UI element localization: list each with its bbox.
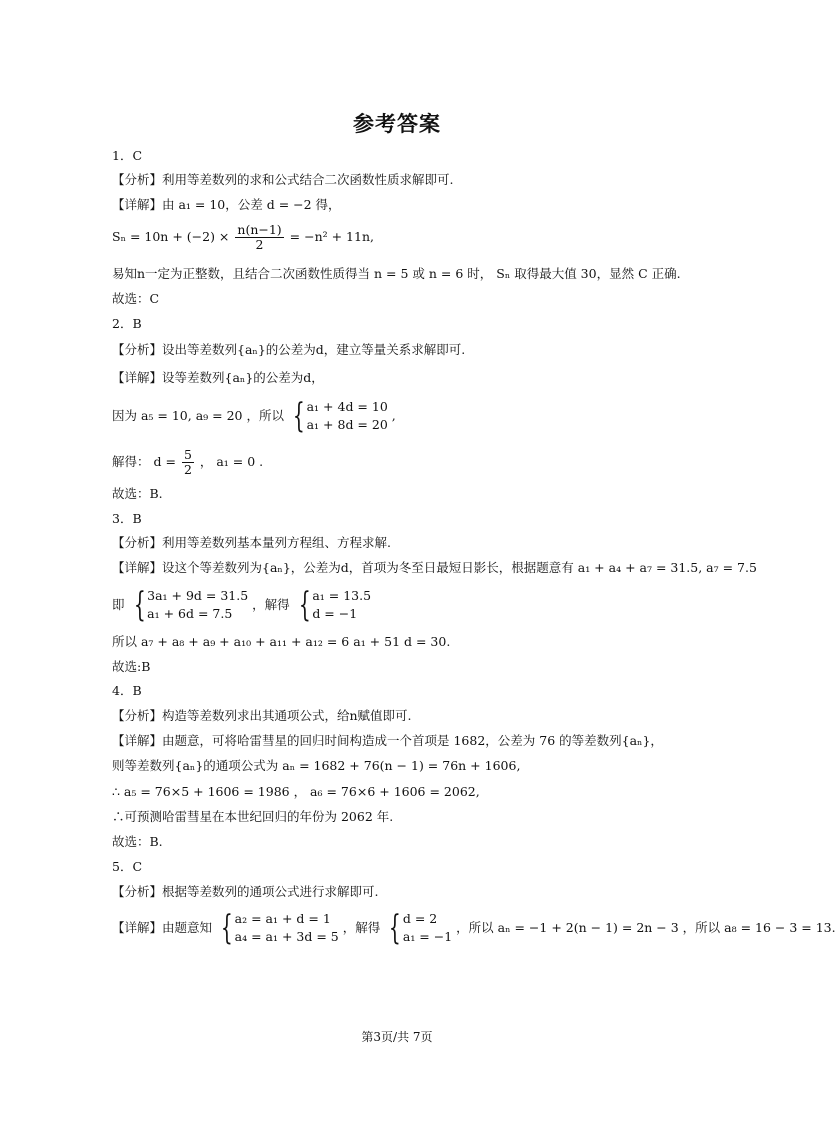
brace-icon: { [298, 585, 311, 625]
q2-system-line: 因为 a₅ = 10, a₉ = 20 ，所以 { a₁ + 4d = 10 a₁ + 8d = 20 , [112, 396, 396, 436]
q1-analysis: 【分析】利用等差数列的求和公式结合二次函数性质求解即可. [112, 172, 454, 187]
q3-solution-1: a₁ = 13.5 [312, 588, 372, 603]
q2-detail: 【详解】设等差数列{aₙ}的公差为d， [112, 370, 324, 385]
brace-icon: { [389, 908, 402, 948]
q1-conclusion: 易知n一定为正整数，且结合二次函数性质得当 n = 5 或 n = 6 时， Sₙ 取得最大值 30，显然 C 正确. [112, 266, 681, 281]
q3-detail: 【详解】设这个等差数列为{aₙ}，公差为d，首项为冬至日最短日影长，根据题意有 a₁ + a₄ + a₇ = 31.5, a₇ = 7.5 [112, 560, 757, 575]
q2-number: 2．B [112, 316, 142, 331]
q4-calculation: ∴ a₅ = 76×5 + 1606 = 1986 ， a₆ = 76×6 + 1606 = 2062, [112, 784, 480, 799]
q3-number: 3．B [112, 511, 142, 526]
q2-fraction [182, 448, 194, 477]
q2-solve-a1: ， a₁ = 0 . [199, 454, 264, 469]
page-title: 参考答案 [353, 111, 441, 136]
q1-fraction [235, 223, 283, 252]
q5-solution-2: a₁ = −1 [402, 929, 453, 944]
q5-solution-1: d = 2 [402, 911, 438, 926]
q5-tail: ，所以 aₙ = −1 + 2(n − 1) = 2n − 3 ，所以 a₈ = 16 − 3 = 13. [456, 920, 836, 935]
q2-equation-1: a₁ + 4d = 10 [306, 399, 388, 414]
brace-icon: { [220, 908, 233, 948]
q5-equation-2: a₄ = a₁ + 3d = 5 [234, 929, 339, 944]
q4-general-term: 则等差数列{aₙ}的通项公式为 aₙ = 1682 + 76(n − 1) = 76n + 1606, [112, 758, 521, 773]
q2-fraction-numerator: 5 [183, 447, 192, 462]
q1-number: 1．C [112, 148, 143, 163]
brace-icon: { [133, 585, 146, 625]
q1-formula-right: = −n² + 11n, [289, 229, 374, 244]
q2-equation-system [288, 398, 388, 434]
q3-solution-system [294, 587, 371, 623]
q3-analysis: 【分析】利用等差数列基本量列方程组、方程求解. [112, 535, 391, 550]
q2-solution [112, 447, 263, 477]
q3-equation-1: 3a₁ + 9d = 31.5 [147, 588, 249, 603]
q5-equation-system [216, 910, 339, 946]
q2-answer: 故选：B. [112, 486, 163, 501]
q5-equation-1: a₂ = a₁ + d = 1 [234, 911, 331, 926]
q2-solve-d: d = [153, 454, 176, 469]
q1-detail: 【详解】由 a₁ = 10，公差 d = −2 得， [112, 197, 341, 212]
q3-equation-system [129, 587, 249, 623]
q2-solve-prefix: 解得： [112, 454, 150, 469]
q4-analysis: 【分析】构造等差数列求出其通项公式，给n赋值即可. [112, 708, 412, 723]
q3-solution-2: d = −1 [312, 606, 358, 621]
q3-system-line [112, 587, 371, 623]
q2-because: 因为 a₅ = 10, a₉ = 20 ，所以 [112, 408, 284, 423]
q1-fraction-numerator: n(n−1) [237, 222, 282, 237]
q5-analysis: 【分析】根据等差数列的通项公式进行求解即可. [112, 884, 379, 899]
q3-ji: 即 [112, 597, 125, 612]
q4-answer: 故选：B. [112, 834, 163, 849]
q5-detail-prefix: 【详解】由题意知 [112, 920, 213, 935]
q3-sum: 所以 a₇ + a₈ + a₉ + a₁₀ + a₁₁ + a₁₂ = 6 a₁ + 51 d = 30. [112, 634, 451, 649]
q5-number: 5．C [112, 859, 143, 874]
q1-fraction-denominator: 2 [255, 237, 264, 252]
q5-solution-system [384, 910, 452, 946]
q2-fraction-denominator: 2 [183, 462, 192, 477]
q5-jiede: ，解得 [342, 920, 381, 935]
brace-icon: { [292, 396, 305, 436]
q2-equation-2: a₁ + 8d = 20 [306, 417, 388, 432]
q1-answer: 故选：C [112, 291, 160, 306]
q3-answer: 故选:B [112, 659, 151, 674]
q3-equation-2: a₁ + 6d = 7.5 [147, 606, 233, 621]
q2-analysis: 【分析】设出等差数列{aₙ}的公差为d，建立等量关系求解即可. [112, 342, 466, 357]
q4-number: 4．B [112, 683, 142, 698]
q1-formula-left: Sₙ = 10n + (−2) × [112, 229, 230, 244]
q3-jiede: ，解得 [252, 597, 290, 612]
q4-prediction: ∴可预测哈雷彗星在本世纪回归的年份为 2062 年. [112, 809, 394, 824]
q4-detail: 【详解】由题意，可将哈雷彗星的回归时间构造成一个首项是 1682，公差为 76 的等差数列{aₙ}， [112, 733, 663, 748]
page-footer: 第3页/共 7页 [361, 1030, 433, 1044]
q5-system-line [112, 910, 836, 946]
q1-formula [112, 222, 374, 252]
